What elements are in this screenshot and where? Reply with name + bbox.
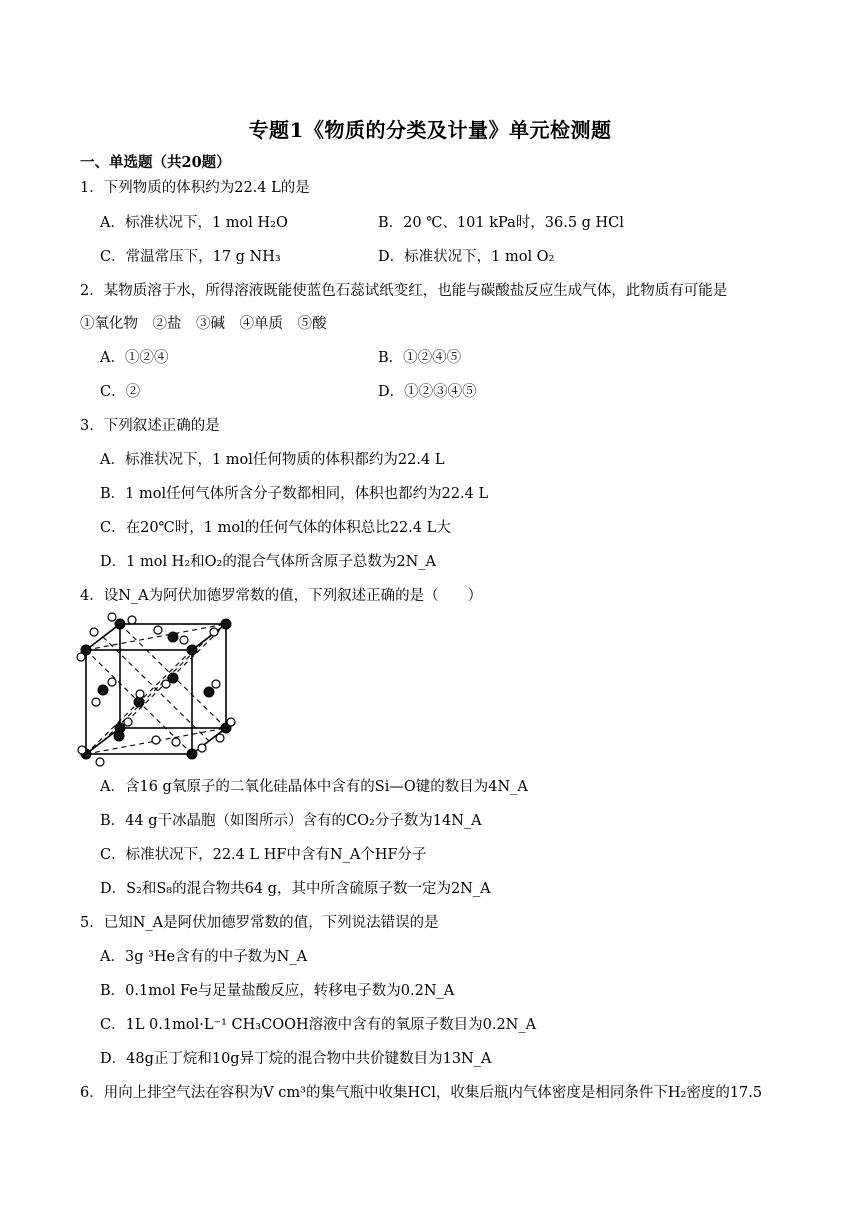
dry-ice-unit-cell-figure: [76, 612, 242, 768]
question-2-option-a: A．①②④: [100, 350, 169, 366]
question-2-option-b: B．①②④⑤: [378, 350, 462, 366]
question-5-option-c: C．1L 0.1mol·L⁻¹ CH₃COOH溶液中含有的氧原子数目为0.2N_A: [100, 1017, 537, 1033]
question-1-option-d: D．标准状况下，1 mol O₂: [378, 249, 555, 265]
question-3-option-a: A．标准状况下，1 mol任何物质的体积都约为22.4 L: [100, 452, 445, 468]
question-6-stem: 6．用向上排空气法在容积为V cm³的集气瓶中收集HCl，收集后瓶内气体密度是相同条件下H₂密度的17.5: [80, 1085, 763, 1101]
question-2-choices: ①氧化物 ②盐 ③碱 ④单质 ⑤酸: [80, 316, 327, 332]
question-3-stem: 3．下列叙述正确的是: [80, 418, 220, 434]
document-title: 专题1《物质的分类及计量》单元检测题: [248, 118, 612, 142]
question-1-option-b: B．20 ℃、101 kPa时，36.5 g HCl: [378, 215, 624, 231]
question-2-option-c: C．②: [100, 384, 141, 400]
question-3-option-d: D．1 mol H₂和O₂的混合气体所含原子总数为2N_A: [100, 554, 436, 570]
question-3-option-b: B．1 mol任何气体所含分子数都相同，体积也都约为22.4 L: [100, 486, 489, 502]
question-4-option-b: B．44 g干冰晶胞（如图所示）含有的CO₂分子数为14N_A: [100, 813, 482, 829]
question-5-stem: 5．已知N_A是阿伏加德罗常数的值，下列说法错误的是: [80, 915, 439, 931]
question-1-option-c: C．常温常压下，17 g NH₃: [100, 249, 281, 265]
question-3-option-c: C．在20℃时，1 mol的任何气体的体积总比22.4 L大: [100, 520, 451, 536]
question-4-option-c: C．标准状况下，22.4 L HF中含有N_A个HF分子: [100, 847, 427, 863]
question-2-stem: 2．某物质溶于水，所得溶液既能使蓝色石蕊试纸变红，也能与碳酸盐反应生成气体，此物质有可能是: [80, 283, 728, 299]
question-4-stem: 4．设N_A为阿伏加德罗常数的值，下列叙述正确的是（ ）: [80, 588, 483, 604]
question-4-option-d: D．S₂和S₈的混合物共64 g，其中所含硫原子数一定为2N_A: [100, 881, 491, 897]
question-5-option-b: B．0.1mol Fe与足量盐酸反应，转移电子数为0.2N_A: [100, 983, 455, 999]
question-4-option-a: A．含16 g氧原子的二氧化硅晶体中含有的Si—O键的数目为4N_A: [100, 779, 528, 795]
section-heading: 一、单选题（共20题）: [80, 154, 231, 171]
question-5-option-d: D．48g正丁烷和10g异丁烷的混合物中共价键数目为13N_A: [100, 1051, 492, 1067]
question-5-option-a: A．3g ³He含有的中子数为N_A: [100, 949, 308, 965]
question-2-option-d: D．①②③④⑤: [378, 384, 477, 400]
question-1-option-a: A．标准状况下，1 mol H₂O: [100, 215, 288, 231]
question-1-stem: 1．下列物质的体积约为22.4 L的是: [80, 180, 310, 196]
